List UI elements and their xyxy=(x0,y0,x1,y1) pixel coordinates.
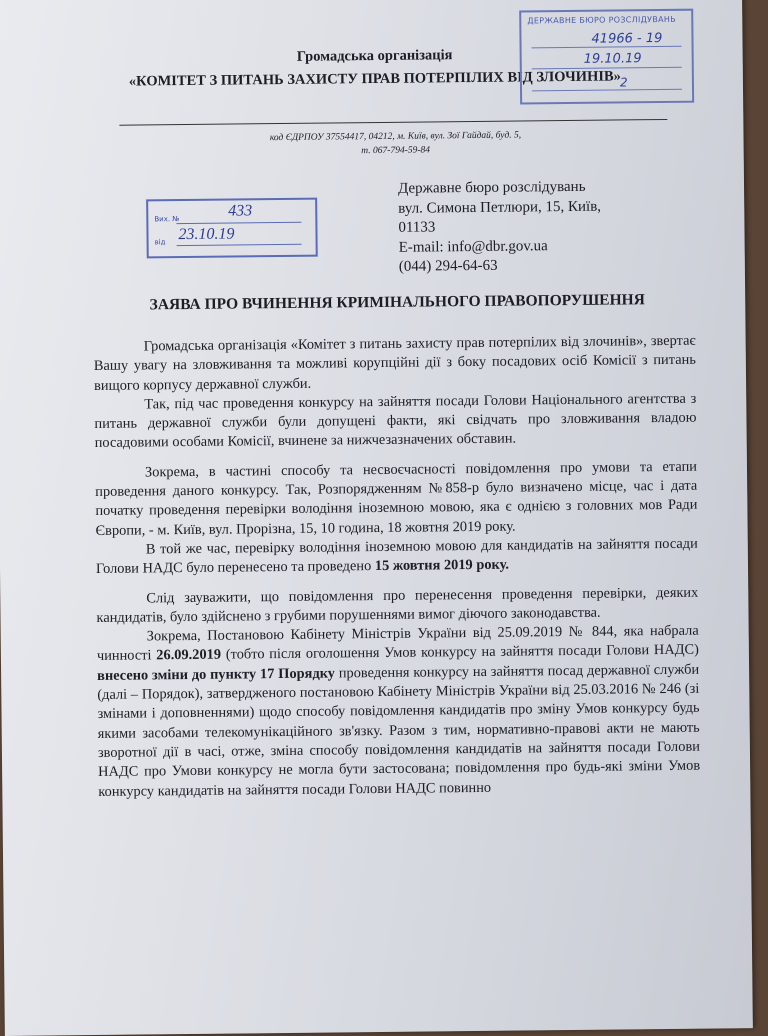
paragraph-text: В той же час, перевірку володіння іноземною мовою для кандидатів на зайняття посади Голови НАДС було перенесено та проведено xyxy=(95,535,698,578)
stamp-number: 41966 - 19 xyxy=(591,31,663,47)
stamp-line xyxy=(177,244,302,246)
recipient-email: E-mail: info@dbr.gov.ua xyxy=(398,237,548,256)
recipient-street: вул. Симона Петлюри, 15, Київ, xyxy=(398,198,602,217)
stamp-line xyxy=(176,222,301,224)
paragraph-text: проведення конкурсу на зайняття посад державної служби (далі – Порядок), затвердженого постановою Кабінету Міністрів України від 25.03.2016 № 246 (зі змінами і доповненнями) щодо способу повідомлення кандидатів про зміну Умов конкурсу будь якими засобами телекомунікаційного зв'язку. Разом з тим, нормативно-правові акти не мають зворотної дії в часі, отже, зміна способу повідомлення кандидатів на зайняття посади Голови НАДС про Умови конкурсу не могла бути застосована; повідомлення про будь-які зміни Умов конкурсу кандидатів на зайняття посади Голови НАДС повинно xyxy=(97,661,701,800)
stamp-line xyxy=(532,67,682,70)
contacts-line-2: т. 067-794-59-84 xyxy=(361,145,431,157)
paragraph-emphasis: внесено зміни до пункту 17 Порядку xyxy=(97,665,336,684)
outgoing-date-label: від xyxy=(154,238,166,247)
paragraph: Громадська організація «Комітет з питань захисту прав потерпілих від злочинів», звертає Вашу увагу на зловживання та можливі корупційні дії з боку посадових осіб Комісії з питань вищого корпусу державної служби. xyxy=(93,332,696,394)
outgoing-date: 23.10.19 xyxy=(178,225,235,244)
stamp-line xyxy=(532,89,682,92)
document-body xyxy=(94,332,701,802)
org-contacts xyxy=(145,127,645,160)
registration-stamp xyxy=(519,9,694,105)
recipient-block xyxy=(398,177,699,278)
header-divider xyxy=(119,119,667,126)
recipient-name: Державне бюро розслідувань xyxy=(397,178,586,197)
paragraph: Слід зауважити, що повідомлення про перенесення проведення перевірки, деяких кандидатів, було здійснено з грубими порушеннями вимог діючого законодавства. xyxy=(96,584,699,626)
paragraph-emphasis: 15 жовтня 2019 року. xyxy=(374,556,510,575)
recipient-phone: (044) 294-64-63 xyxy=(398,257,498,275)
stamp-title: ДЕРЖАВНЕ БЮРО РОЗСЛІДУВАНЬ xyxy=(527,14,677,26)
org-name: «КОМІТЕТ З ПИТАНЬ ЗАХИСТУ ПРАВ ПОТЕРПІЛИХ ВІД ЗЛОЧИНІВ» xyxy=(128,68,621,90)
stamp-date: 19.10.19 xyxy=(583,51,642,67)
paragraph-text: Зокрема, Постановою Кабінету Міністрів України від 25.09.2019 № 844, яка набрала чинності xyxy=(96,622,699,665)
paragraph-text: (тобто після оголошення Умов конкурсу на зайняття посади Голови НАДС) xyxy=(220,642,699,664)
document-title: ЗАЯВА ПРО ВЧИНЕННЯ КРИМІНАЛЬНОГО ПРАВОПОРУШЕННЯ xyxy=(149,291,645,314)
paragraph xyxy=(96,535,698,580)
paragraph xyxy=(97,622,701,802)
stamp-extra: 2 xyxy=(619,75,628,90)
outgoing-stamp xyxy=(146,198,318,259)
paragraph-emphasis: 26.09.2019 xyxy=(156,647,222,664)
outgoing-number: 433 xyxy=(228,202,253,220)
outgoing-number-label: Вих. № xyxy=(154,215,180,224)
recipient-postcode: 01133 xyxy=(398,219,436,236)
org-type: Громадська організація xyxy=(296,47,453,65)
paragraph: Зокрема, в частині способу та несвоєчасності повідомлення про умови та етапи проведення даного конкурсу. Так, Розпорядженням №858-р було визначено місце, час і дата початку проведення перевірки володіння іноземною мовою, яка є однією з головних мов Ради Європи, - м. Київ, вул. Прорізна, 15, 10 година, 18 жовтня 2019 року. xyxy=(95,458,698,539)
paragraph: Так, під час проведення конкурсу на зайняття посади Голови Національного агентства з питань державної служби були допущені факти, які свідчать про зловживання владою посадовими особами Комісії, вчинене за нижчезазначених обставин. xyxy=(94,390,697,452)
contacts-line-1: код ЄДРПОУ 37554417, 04212, м. Київ, вул. Зої Гайдай, буд. 5, xyxy=(269,130,522,144)
